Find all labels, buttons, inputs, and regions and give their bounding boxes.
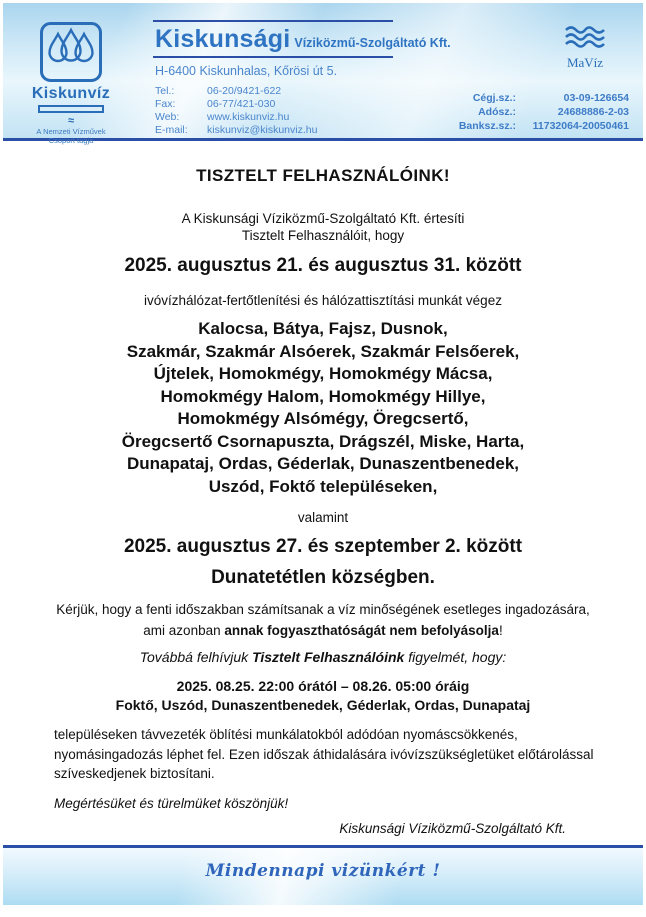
registry-label-adosz: Adósz.: <box>478 106 516 118</box>
company-name-big: Kiskunsági <box>155 25 291 53</box>
footer-band <box>3 845 643 905</box>
header-band <box>3 3 643 145</box>
logo-tagline-line2: Csoport tagja <box>48 136 94 145</box>
water-drops-icon <box>39 21 103 83</box>
quality-note-bold: annak fogyaszthatóságát nem befolyásolja <box>224 623 499 638</box>
towns-line: Öregcsertő Csornapuszta, Drágszél, Miske, Harta, <box>121 431 525 451</box>
nv-mark-icon: ≈ <box>67 115 75 127</box>
company-address: H-6400 Kiskunhalas, Kőrösi út 5. <box>155 64 338 78</box>
maviz-wordmark: MaVíz <box>566 55 604 70</box>
outage-towns: Foktő, Uszód, Dunaszentbenedek, Géderlak, Ordas, Dunapataj <box>115 697 531 713</box>
signature: Kiskunsági Víziközmű-Szolgáltató Kft. <box>339 820 566 836</box>
towns-line: Homokmégy Alsómégy, Öregcsertő, <box>177 409 469 428</box>
towns-list <box>50 318 596 498</box>
registry-value-adosz: 24688886-2-03 <box>557 106 629 118</box>
valamint-text: valamint <box>297 510 349 525</box>
kiskunviz-logo <box>23 21 119 145</box>
further-bold: Tisztelt Felhasználóink <box>252 649 405 665</box>
towns-line: Újtelek, Homokmégy, Homokmégy Mácsa, <box>153 364 493 383</box>
maviz-logo <box>553 25 617 71</box>
towns-line: Homokmégy Halom, Homokmégy Hillye, <box>160 386 486 406</box>
registry-value-banksz: 11732064-20050461 <box>532 120 629 132</box>
thanks-text: Megértésüket és türelmüket köszönjük! <box>54 795 289 811</box>
logo-wordmark: Kiskunvíz <box>31 85 111 102</box>
intro-line2: Tisztelt Felhasználóit, hogy <box>241 228 405 243</box>
maviz-waves-icon <box>563 25 607 49</box>
work-description: ivóvízhálózat-fertőtlenítési és hálózattisztítási munkát végez <box>144 293 502 308</box>
footer-slogan: Mindennapi vizünkért ! <box>205 860 441 881</box>
logo-tagline-line1: A Nemzeti Vízművek <box>36 127 106 136</box>
contact-label-web: Web: <box>155 111 180 123</box>
contact-label-email: E-mail: <box>155 124 188 136</box>
quality-note <box>50 599 596 641</box>
company-name-small: Víziközmű-Szolgáltató Kft. <box>294 36 451 50</box>
work-period-1: 2025. augusztus 21. és augusztus 31. között <box>124 255 522 276</box>
contact-value-tel: 06-20/9421-622 <box>207 85 282 97</box>
towns-line: Kalocsa, Bátya, Fajsz, Dusnok, <box>198 319 448 338</box>
further-part2: figyelmét, hogy: <box>404 649 507 665</box>
contact-value-fax: 06-77/421-030 <box>207 98 276 110</box>
company-block <box>153 20 451 137</box>
intro-line1: A Kiskunsági Víziközmű-Szolgáltató Kft. értesíti <box>181 211 465 226</box>
quality-note-suffix: ! <box>498 623 503 638</box>
company-rule-bottom <box>153 56 393 58</box>
work-period-2: 2025. augusztus 27. és szeptember 2. között <box>123 536 523 557</box>
further-part1: Továbbá felhívjuk <box>139 649 253 665</box>
contact-label-fax: Fax: <box>155 98 176 110</box>
notice-body <box>0 144 646 843</box>
further-notice <box>50 649 596 665</box>
outage-description: településeken távvezeték öblítési munkálatokból adódóan nyomáscsökkenés, nyomásingadozás léphet fel. Ezen időszak áthidalására ivóvízszükségletüket előtárolással szíveskedjenek biztosítani. <box>54 727 594 781</box>
outage-time: 2025. 08.25. 22:00 órától – 08.26. 05:00 óráig <box>176 678 470 694</box>
towns-line: Uszód, Foktő településeken, <box>208 476 438 496</box>
logo-underline-bar <box>38 105 104 113</box>
contact-label-tel: Tel.: <box>155 85 175 97</box>
registry-value-cegjsz: 03-09-126654 <box>563 92 629 104</box>
registry-block <box>459 91 629 133</box>
notice-title: TISZTELT FELHASZNÁLÓINK! <box>196 166 450 185</box>
quality-note-text: Kérjük, hogy a fenti időszakban számítsanak a víz minőségének esetleges ingadozására, ami azonban <box>56 602 590 638</box>
towns-line: Dunapataj, Ordas, Géderlak, Dunaszentbenedek, <box>126 454 520 473</box>
contact-value-email: kiskunviz@kiskunviz.hu <box>207 124 318 136</box>
work-period-2-place: Dunatetétlen községben. <box>211 567 435 588</box>
company-name <box>153 22 451 56</box>
towns-line: Szakmár, Szakmár Alsóerek, Szakmár Felsőerek, <box>126 341 520 361</box>
contact-value-web: www.kiskunviz.hu <box>207 111 290 123</box>
registry-label-banksz: Banksz.sz.: <box>458 120 516 132</box>
contact-list <box>155 85 403 137</box>
registry-label-cegjsz: Cégj.sz.: <box>472 92 516 104</box>
